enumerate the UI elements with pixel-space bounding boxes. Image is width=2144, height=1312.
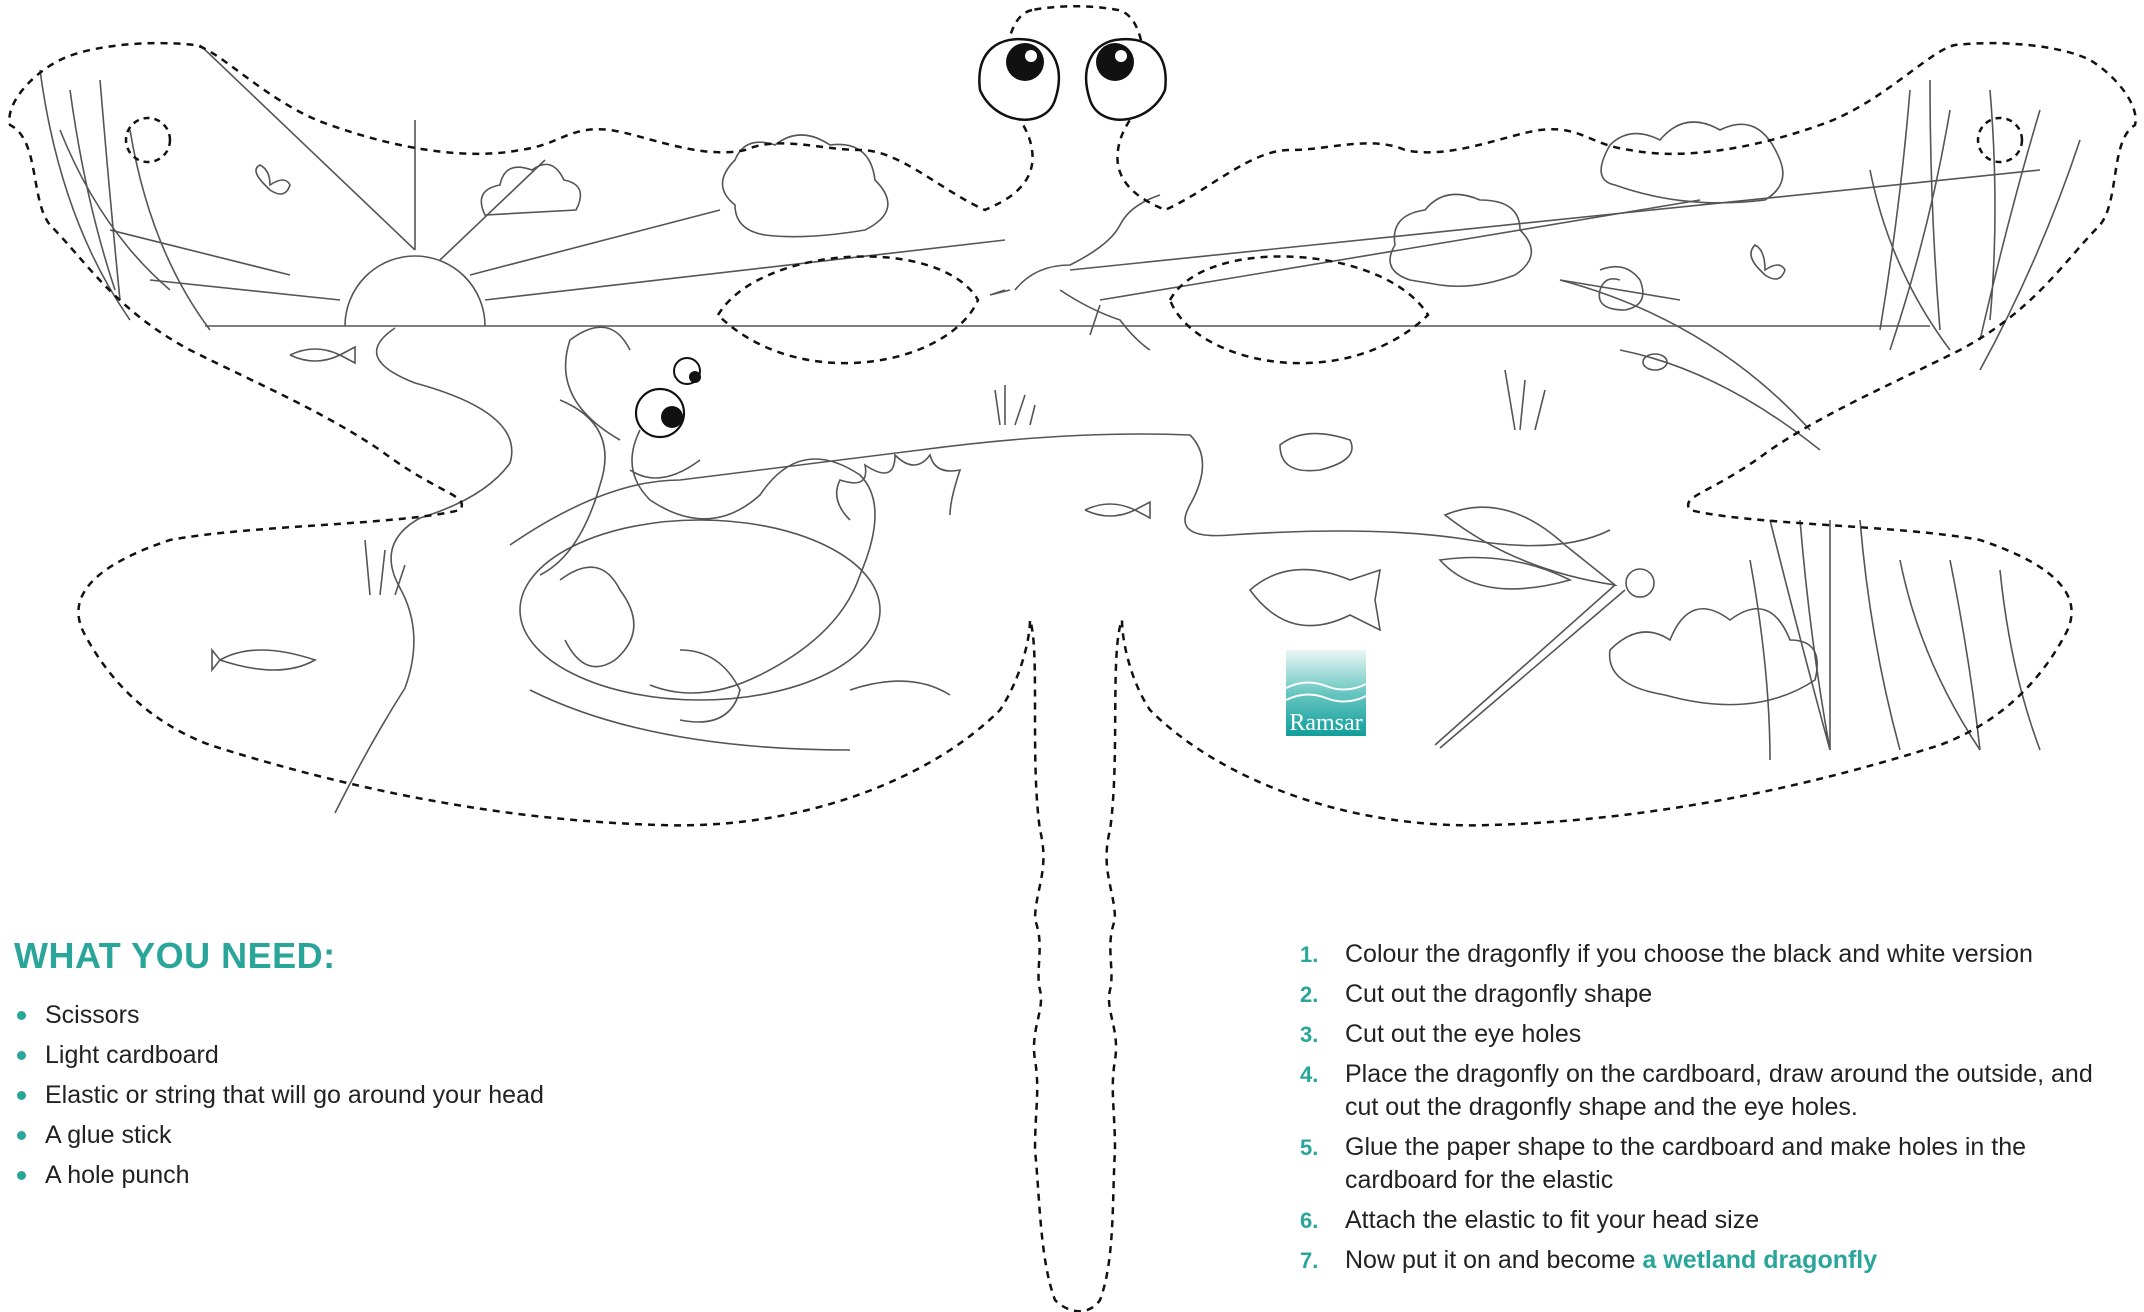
needs-list [14,995,774,1195]
needs-item: Light cardboard [14,1035,774,1075]
hole-punch-mark-right [1978,118,2022,162]
step-text: Colour the dragonfly if you choose the black and white version [1345,940,2033,968]
bullet-icon [17,1051,26,1060]
step-text: Attach the elastic to fit your head size [1345,1206,1760,1234]
step-text: Glue the paper shape to the cardboard and make holes in the cardboard for the elastic [1345,1133,2027,1194]
fish-drawing [1085,502,1150,518]
fish-drawing [290,347,355,363]
needs-item: Scissors [14,995,774,1035]
ramsar-logo [1286,650,1366,736]
sun-drawing [345,256,485,326]
needs-item: A hole punch [14,1155,774,1195]
butterfly-drawing [256,165,290,194]
instruction-step [1300,1204,2120,1237]
lily-pad-drawing [520,520,880,700]
butterfly-drawing [1751,245,1785,279]
river-drawing [335,328,512,813]
eye-hole-left [718,256,978,363]
river-drawing [540,400,605,575]
dragonfly-drawing [1435,507,1654,748]
wetland-scene [40,45,2080,813]
step-number: 6. [1300,1208,1319,1233]
grass-tuft-drawing [1505,370,1545,430]
instruction-step [1300,1058,2120,1124]
bullet-icon [17,1131,26,1140]
dragonfly-eyes [979,39,1165,120]
eye-hole-right [1170,256,1428,363]
cloud-drawing [723,135,888,237]
step-text: Now put it on and become a wetland dragonfly [1345,1246,1878,1274]
step-number: 1. [1300,942,1319,967]
step-number: 7. [1300,1248,1319,1273]
instruction-step [1300,1018,2120,1051]
instruction-step [1300,1131,2120,1197]
fish-drawing [1250,570,1380,630]
fish-drawing [212,650,315,670]
step-number: 5. [1300,1135,1319,1160]
instructions-list [1300,938,2120,1277]
needs-item: A glue stick [14,1115,774,1155]
bullet-icon [17,1171,26,1180]
step-number: 4. [1300,1062,1319,1087]
bullet-icon [17,1011,26,1020]
instruction-step [1300,938,2120,971]
cloud-drawing [1601,122,1783,203]
step-number: 3. [1300,1022,1319,1047]
what-you-need-section [14,935,774,1195]
what-you-need-title: WHAT YOU NEED: [14,935,336,976]
step-text: Place the dragonfly on the cardboard, draw around the outside, and cut out the dragonfly shape and the eye holes. [1345,1060,2093,1121]
frog-drawing [560,327,875,722]
instructions-section [1300,938,2120,1284]
river-drawing [510,434,1610,546]
bullet-icon [17,1091,26,1100]
needs-item: Elastic or string that will go around your head [14,1075,774,1115]
step-number: 2. [1300,982,1319,1007]
step-text: Cut out the dragonfly shape [1345,980,1653,1008]
instruction-step [1300,978,2120,1011]
highlight-text: a wetland dragonfly [1642,1246,1878,1274]
hole-punch-mark-left [126,118,170,162]
step-text: Cut out the eye holes [1345,1020,1582,1048]
grass-tuft-drawing [995,385,1035,425]
instruction-step [1300,1244,2120,1277]
ramsar-logo-text: Ramsar [1289,710,1363,736]
